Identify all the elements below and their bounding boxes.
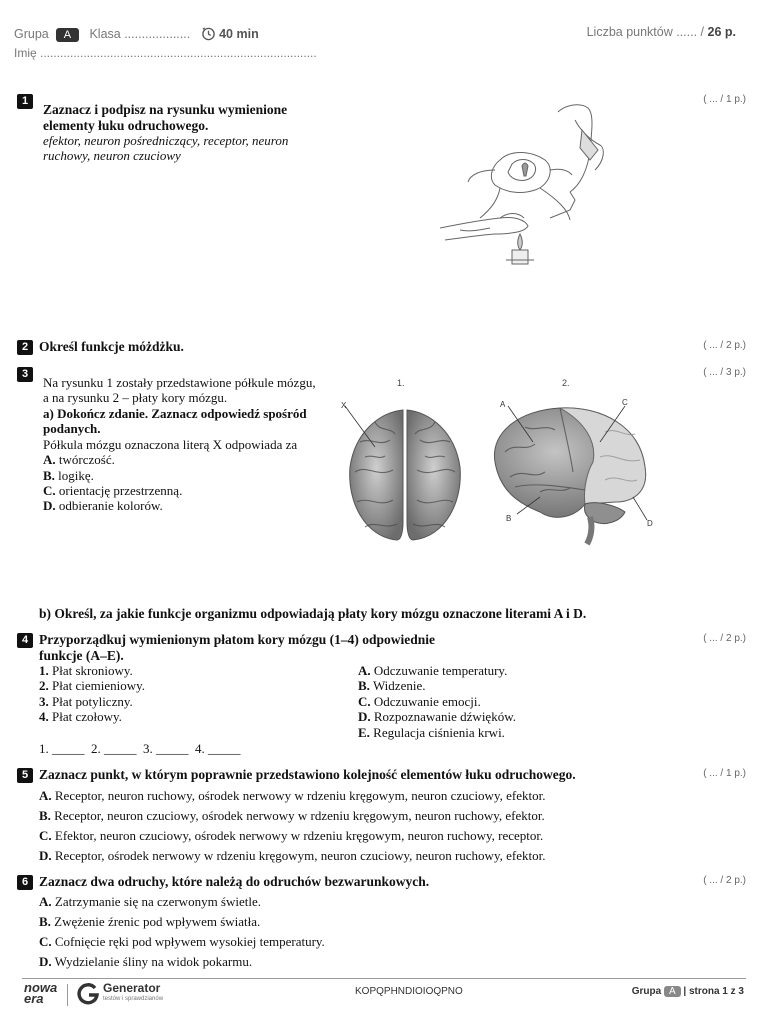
question-points: ( ... / 1 p.) bbox=[703, 94, 746, 105]
question-5-options bbox=[39, 786, 545, 866]
question-points: ( ... / 3 p.) bbox=[703, 367, 746, 378]
footer-divider bbox=[22, 978, 746, 979]
question-number: 3 bbox=[17, 367, 33, 382]
question-6-options bbox=[39, 892, 325, 972]
question-part-a-title: a) Dokończ zdanie. Zaznacz odpowiedź spośród podanych. bbox=[43, 405, 307, 437]
figure-1-label: 1. bbox=[397, 378, 405, 388]
question-number: 5 bbox=[17, 768, 33, 783]
question-points: ( ... / 2 p.) bbox=[703, 875, 746, 886]
points-label: Liczba punktów ...... / bbox=[586, 25, 705, 39]
group-label: Grupa bbox=[14, 27, 49, 41]
question-number: 2 bbox=[17, 340, 33, 355]
figure-1-marker-x: X bbox=[341, 401, 347, 410]
answer-option[interactable]: D. Wydzielanie śliny na widok pokarmu. bbox=[39, 954, 253, 969]
list-item: 4. Płat czołowy. bbox=[39, 709, 122, 725]
question-points: ( ... / 1 p.) bbox=[703, 768, 746, 779]
question-number: 6 bbox=[17, 875, 33, 890]
answer-option[interactable]: D. odbieranie kolorów. bbox=[43, 498, 163, 514]
footer-group-badge: A bbox=[664, 986, 681, 997]
list-item: 3. Płat potyliczny. bbox=[39, 693, 133, 709]
question-number: 1 bbox=[17, 94, 33, 109]
points-value: 26 p. bbox=[707, 25, 736, 39]
question-points: ( ... / 2 p.) bbox=[703, 340, 746, 351]
answer-option[interactable]: D. Receptor, ośrodek nerwowy w rdzeniu kręgowym, neuron czuciowy, neuron ruchowy, efektor. bbox=[39, 848, 546, 863]
list-item: C. Odczuwanie emocji. bbox=[358, 693, 481, 709]
answer-option[interactable]: B. logikę. bbox=[43, 467, 94, 483]
logo-text-nowa: nowa bbox=[24, 980, 58, 995]
answer-option[interactable]: C. Efektor, neuron czuciowy, ośrodek nerwowy w rdzeniu kręgowym, neuron ruchowy, receptor. bbox=[39, 828, 544, 843]
figure-2-marker-c: C bbox=[622, 398, 628, 407]
question-stem: Półkula mózgu oznaczona literą X odpowiada za bbox=[43, 436, 298, 452]
question-number: 4 bbox=[17, 633, 33, 648]
list-item: 1. Płat skroniowy. bbox=[39, 663, 133, 678]
question-title: Zaznacz dwa odruchy, które należą do odruchów bezwarunkowych. bbox=[39, 874, 430, 889]
header-group bbox=[14, 26, 259, 42]
answer-option[interactable]: A. twórczość. bbox=[43, 452, 115, 468]
document-code: KOPQPHNDIOIOQPNO bbox=[355, 986, 463, 997]
answer-option[interactable]: B. Zwężenie źrenic pod wpływem światła. bbox=[39, 914, 261, 929]
figure-2-marker-b: B bbox=[506, 514, 512, 523]
list-item: D. Rozpoznawanie dźwięków. bbox=[358, 709, 516, 725]
list-item: 2. Płat ciemieniowy. bbox=[39, 678, 146, 694]
figure-2-label: 2. bbox=[562, 378, 570, 388]
logo-text-era: era bbox=[24, 991, 44, 1006]
question-part-b-title: b) Określ, za jakie funkcje organizmu odpowiadają płaty kory mózgu oznaczone literami A i D. bbox=[39, 606, 587, 621]
clock-icon bbox=[201, 26, 216, 41]
reflex-arc-figure bbox=[440, 100, 610, 268]
question-1 bbox=[43, 102, 323, 164]
name-field: Imię ................................................................................... bbox=[14, 46, 317, 60]
generator-title: Generator bbox=[103, 981, 161, 995]
question-title: Przyporządkuj wymienionym płatom kory mózgu (1–4) odpowiednie funkcje (A–E). bbox=[39, 632, 435, 663]
answer-option[interactable]: B. Receptor, neuron czuciowy, ośrodek nerwowy w rdzeniu kręgowym, neuron ruchowy, efektor. bbox=[39, 808, 545, 823]
brain-top-view bbox=[345, 406, 460, 540]
lobe-list bbox=[39, 663, 145, 725]
page-info bbox=[632, 986, 744, 997]
figure-2-marker-a: A bbox=[500, 400, 506, 409]
class-label: Klasa ................... bbox=[89, 27, 191, 41]
footer-group-label: Grupa bbox=[631, 986, 662, 997]
question-title: Zaznacz i podpisz na rysunku wymienione elementy łuku odruchowego. bbox=[43, 102, 288, 133]
points-total bbox=[587, 25, 736, 39]
group-badge: A bbox=[56, 28, 79, 42]
generator-logo bbox=[103, 983, 163, 1005]
brain-side-view bbox=[494, 406, 647, 544]
question-3 bbox=[43, 375, 318, 514]
list-item: B. Widzenie. bbox=[358, 678, 426, 694]
answer-option[interactable]: A. Zatrzymanie się na czerwonym świetle. bbox=[39, 894, 261, 909]
question-title: Zaznacz punkt, w którym poprawnie przedstawiono kolejność elementów łuku odruchowego. bbox=[39, 767, 576, 782]
brain-figures bbox=[335, 372, 665, 548]
generator-logo-icon bbox=[76, 982, 100, 1006]
figure-2-marker-d: D bbox=[647, 519, 653, 528]
nowa-era-logo bbox=[24, 982, 57, 1004]
answer-option[interactable]: C. orientację przestrzenną. bbox=[43, 483, 183, 499]
question-title: Określ funkcje móżdżku. bbox=[39, 339, 184, 354]
answer-option[interactable]: A. Receptor, neuron ruchowy, ośrodek nerwowy w rdzeniu kręgowym, neuron czuciowy, efektor. bbox=[39, 788, 546, 803]
list-item: E. Regulacja ciśnienia krwi. bbox=[358, 724, 505, 740]
question-items: efektor, neuron pośredniczący, receptor, neuron ruchowy, neuron czuciowy bbox=[43, 133, 289, 164]
question-points: ( ... / 2 p.) bbox=[703, 633, 746, 644]
answer-option[interactable]: C. Cofnięcie ręki pod wpływem wysokiej temperatury. bbox=[39, 934, 325, 949]
list-item: A. Odczuwanie temperatury. bbox=[358, 663, 508, 678]
time-limit: 40 min bbox=[219, 27, 259, 41]
question-intro: Na rysunku 1 zostały przedstawione półkule mózgu, a na rysunku 2 – płaty kory mózgu. bbox=[43, 375, 316, 406]
function-list bbox=[358, 663, 516, 740]
logo-divider bbox=[67, 984, 68, 1006]
page-number: | strona 1 z 3 bbox=[683, 986, 744, 997]
answer-line[interactable]: 1. _____ 2. _____ 3. _____ 4. _____ bbox=[39, 741, 241, 756]
generator-subtitle: testów i sprawdzianów bbox=[103, 996, 164, 1002]
